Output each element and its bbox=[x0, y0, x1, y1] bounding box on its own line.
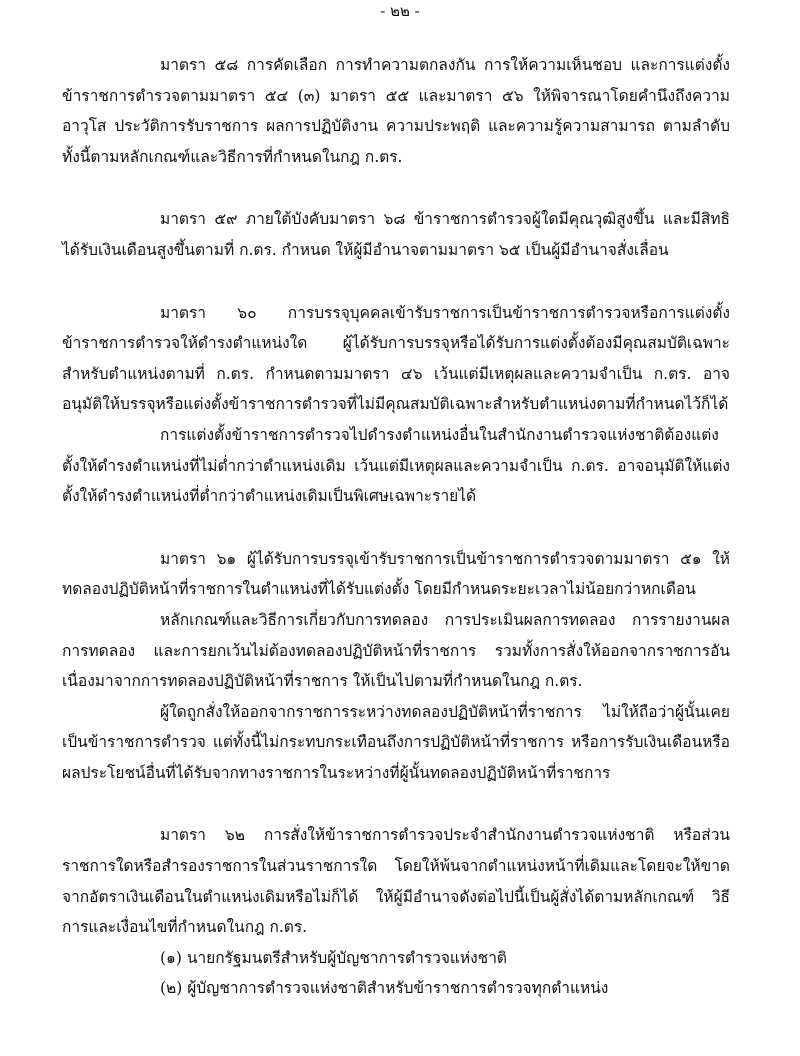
section-60-paragraph: มาตรา ๖๐ การบรรจุบุคคลเข้ารับราชการเป็นข้าราชการตำรวจหรือการแต่งตั้งข้าราชการตำรวจให้ดำรงตำแหน่งใด ผู้ได้รับการบรรจุหรือได้รับการแต่งตั้งต้องมีคุณสมบัติเฉพาะสำหรับตำแหน่งตามที่ ก.ตร. กำหนดตามมาตรา ๔๖ เว้นแต่มีเหตุผลและความจำเป็น ก.ตร. อาจอนุมัติให้บรรจุหรือแต่งตั้งข้าราชการตำรวจที่ไม่มีคุณสมบัติเฉพาะสำหรับตำแหน่งตามที่กำหนดไว้ก็ได้ bbox=[62, 303, 730, 414]
document-body bbox=[62, 50, 730, 1004]
section-61-paragraph-3: ผู้ใดถูกสั่งให้ออกจากราชการระหว่างทดลองปฏิบัติหน้าที่ราชการ ไม่ให้ถือว่าผู้นั้นเคยเป็นข้าราชการตำรวจ แต่ทั้งนี้ไม่กระทบกระเทือนถึงการปฏิบัติหน้าที่ราชการ หรือการรับเงินเดือนหรือผลประโยชน์อื่นที่ได้รับจากทางราชการในระหว่างที่ผู้นั้นทดลองปฏิบัติหน้าที่ราชการ bbox=[62, 702, 730, 782]
section-60-paragraph-2: การแต่งตั้งข้าราชการตำรวจไปดำรงตำแหน่งอื่นในสำนักงานตำรวจแห่งชาติต้องแต่งตั้งให้ดำรงตำแหน่งที่ไม่ต่ำกว่าตำแหน่งเดิม เว้นแต่มีเหตุผลและความจำเป็น ก.ตร. อาจอนุมัติให้แต่งตั้งให้ดำรงตำแหน่งที่ต่ำกว่าตำแหน่งเดิมเป็นพิเศษเฉพาะรายได้ bbox=[62, 425, 730, 506]
section-58-paragraph: มาตรา ๕๘ การคัดเลือก การทำความตกลงกัน การให้ความเห็นชอบ และการแต่งตั้งข้าราชการตำรวจตามมาตรา ๕๔ (๓) มาตรา ๕๕ และมาตรา ๕๖ ให้พิจารณาโดยคำนึงถึงความอาวุโส ประวัติการรับราชการ ผลการปฏิบัติงาน ความประพฤติ และความรู้ความสามารถ ตามลำดับ ทั้งนี้ตามหลักเกณฑ์และวิธีการที่กำหนดในกฎ ก.ตร. bbox=[62, 56, 730, 166]
section-62-paragraph: มาตรา ๖๒ การสั่งให้ข้าราชการตำรวจประจำสำนักงานตำรวจแห่งชาติ หรือส่วนราชการใดหรือสำรองราชการในส่วนราชการใด โดยให้พ้นจากตำแหน่งหน้าที่เดิมและโดยจะให้ขาดจากอัตราเงินเดือนในตำแหน่งเดิมหรือไม่ก็ได้ ให้ผู้มีอำนาจดังต่อไปนี้เป็นผู้สั่งได้ตามหลักเกณฑ์ วิธีการและเงื่อนไขที่กำหนดในกฎ ก.ตร. bbox=[62, 826, 730, 937]
section-61-paragraph: มาตรา ๖๑ ผู้ได้รับการบรรจุเข้ารับราชการเป็นข้าราชการตำรวจตามมาตรา ๕๑ ให้ทดลองปฏิบัติหน้าที่ราชการในตำแหน่งที่ได้รับแต่งตั้ง โดยมีกำหนดระยะเวลาไม่น้อยกว่าหกเดือน bbox=[62, 549, 730, 599]
section-61-paragraph-2: หลักเกณฑ์และวิธีการเกี่ยวกับการทดลอง การประเมินผลการทดลอง การรายงานผลการทดลอง และการยกเว้นไม่ต้องทดลองปฏิบัติหน้าที่ราชการ รวมทั้งการสั่งให้ออกจากราชการอันเนื่องมาจากการทดลองปฏิบัติหน้าที่ราชการ ให้เป็นไปตามที่กำหนดในกฎ ก.ตร. bbox=[62, 610, 730, 691]
section-62-item-2: (๒) ผู้บัญชาการตำรวจแห่งชาติสำหรับข้าราชการตำรวจทุกตำแหน่ง bbox=[160, 979, 609, 998]
section-62-item-1: (๑) นายกรัฐมนตรีสำหรับผู้บัญชาการตำรวจแห่งชาติ bbox=[160, 948, 507, 967]
page-number: - ๒๒ - bbox=[380, 2, 420, 20]
section-59-paragraph: มาตรา ๕๙ ภายใต้บังคับมาตรา ๖๘ ข้าราชการตำรวจผู้ใดมีคุณวุฒิสูงขึ้น และมีสิทธิได้รับเงินเดือนสูงขึ้นตามที่ ก.ตร. กำหนด ให้ผู้มีอำนาจตามมาตรา ๖๕ เป็นผู้มีอำนาจสั่งเลื่อน bbox=[62, 210, 730, 259]
